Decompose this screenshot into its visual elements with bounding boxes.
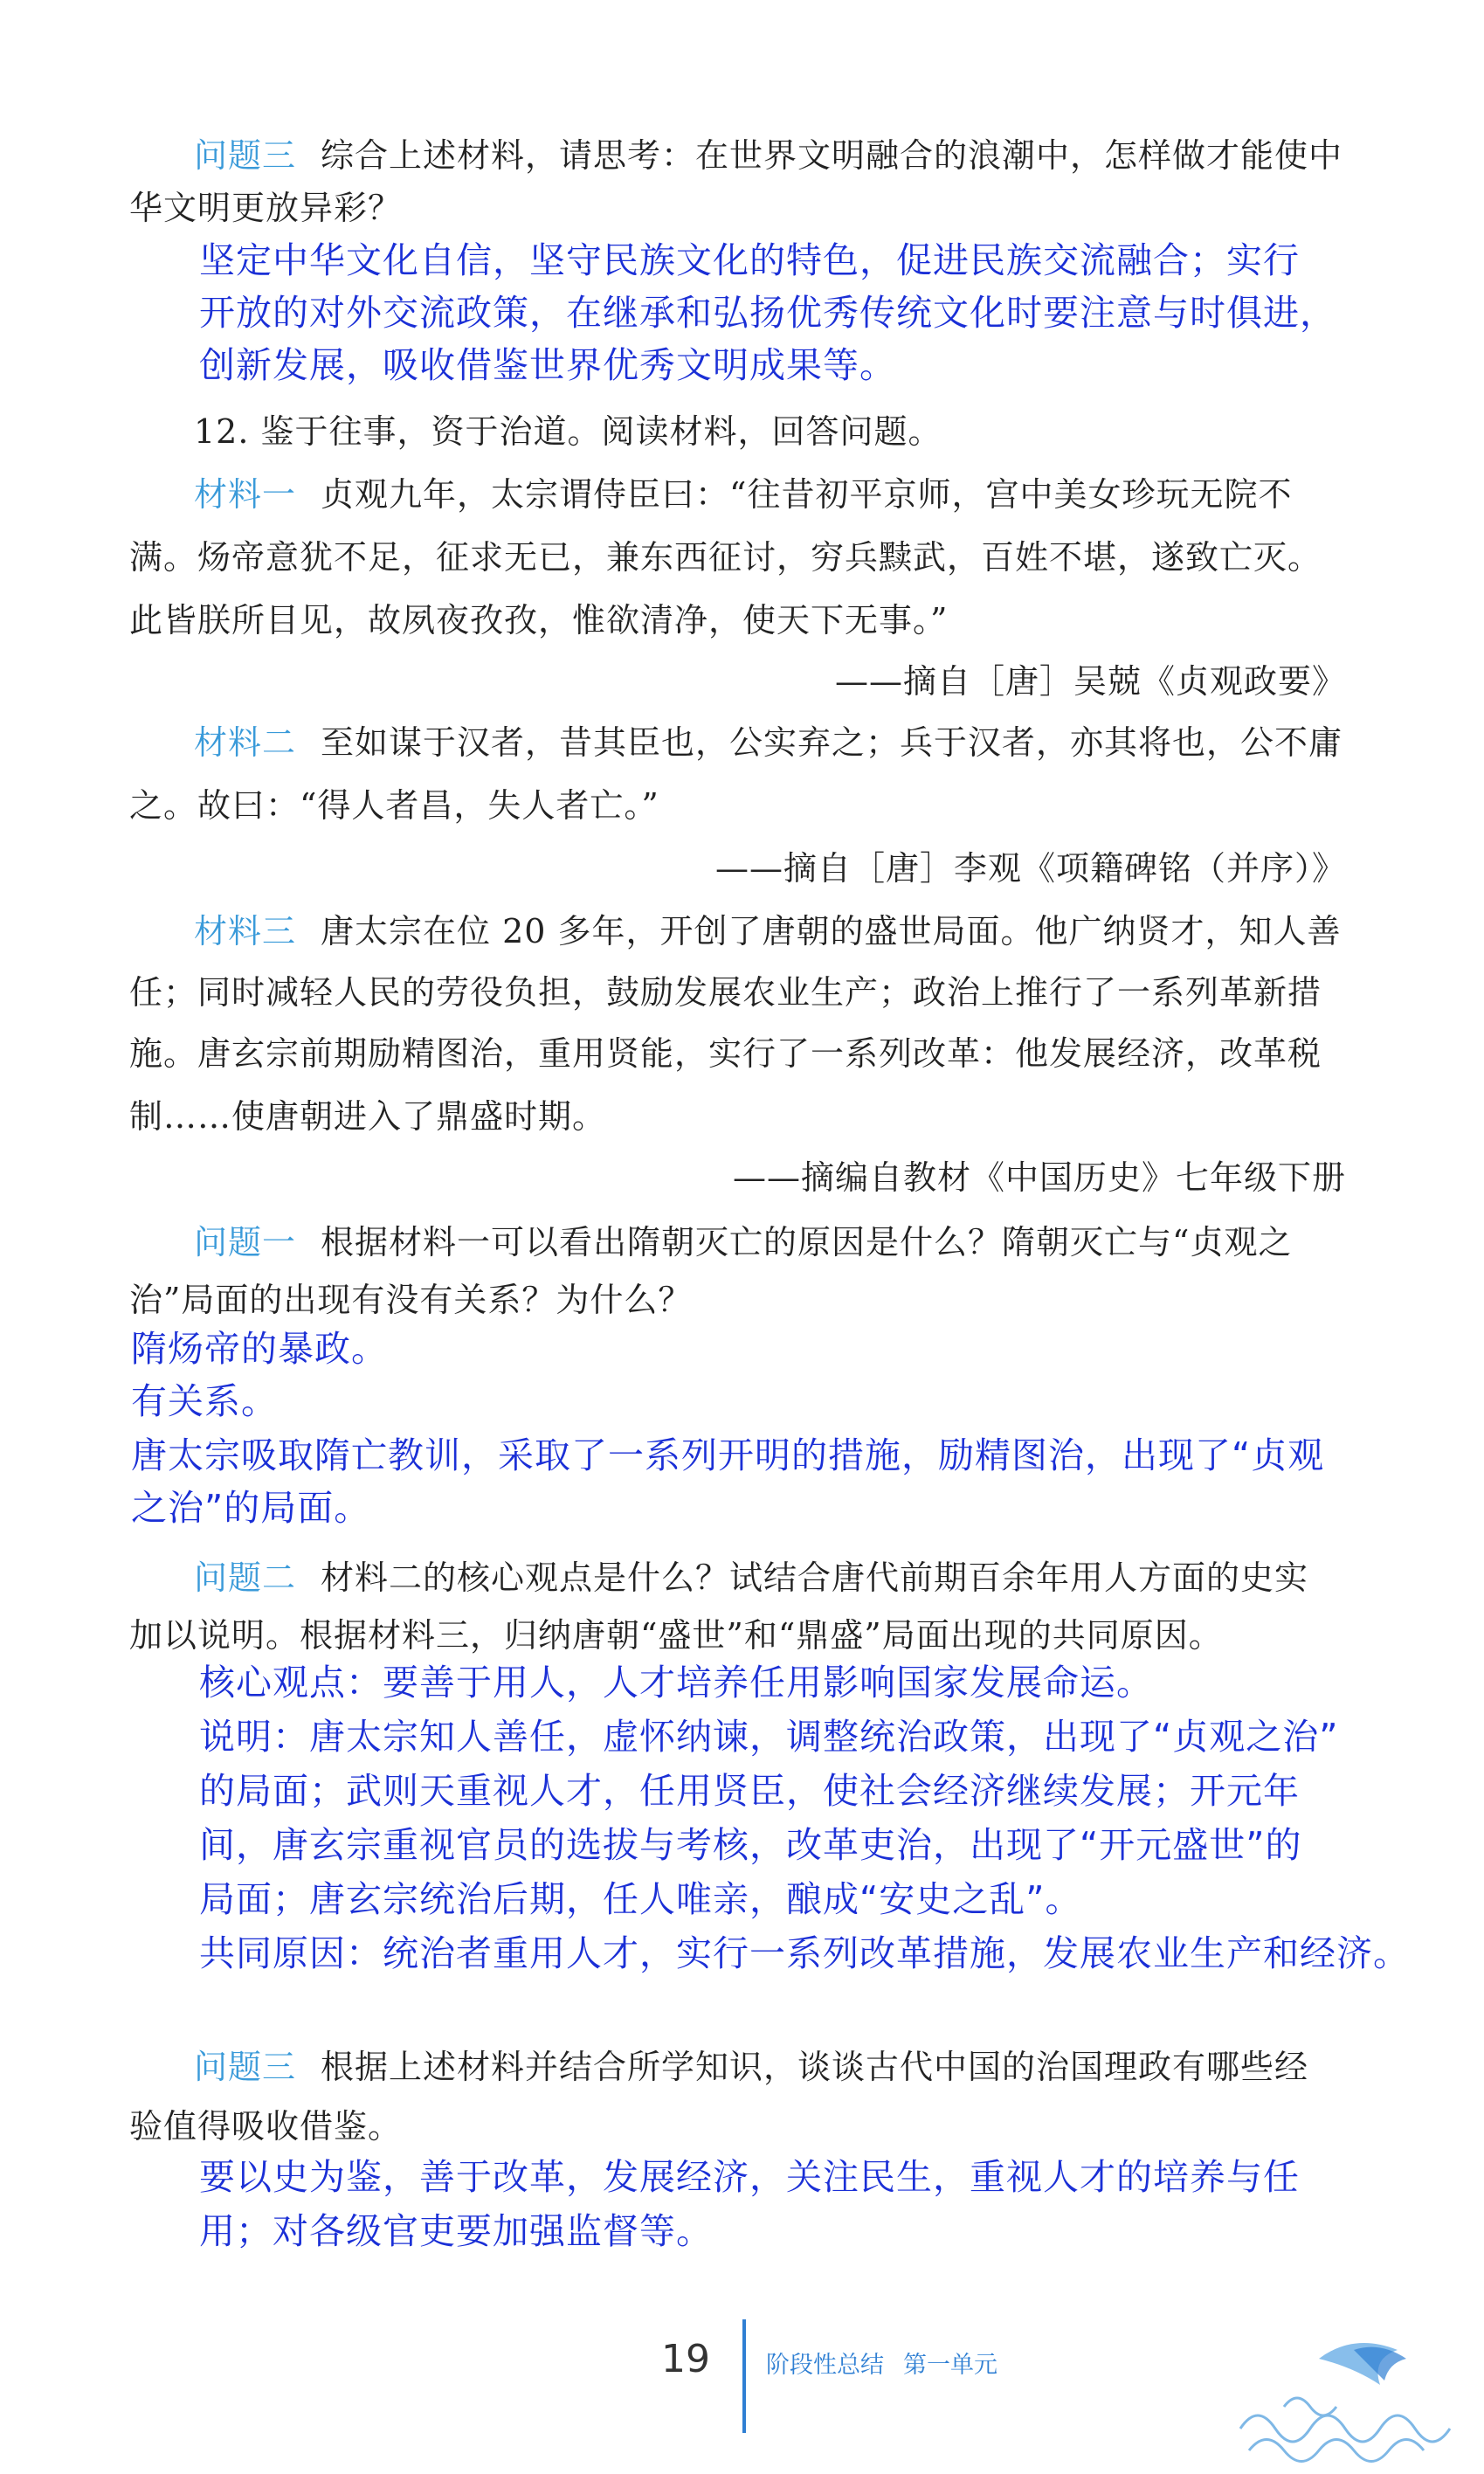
section-label: 阶段性总结 [766,2352,884,2379]
answer-line: 创新发展，吸收借鉴世界优秀文明成果等。 [199,344,896,386]
question-12-intro: 12. 鉴于往事，资于治道。阅读材料，回答问题。 [194,412,942,451]
question-line: 治”局面的出现有没有关系？为什么？ [129,1281,693,1319]
material-line: 制……使唐朝进入了鼎盛时期。 [129,1097,607,1136]
question-line: 验值得吸收借鉴。 [129,2107,403,2146]
material-line: 满。炀帝意犹不足，征求无已，兼东西征讨，穷兵黩武，百姓不堪，遂致亡灭。 [129,538,1322,577]
answer-line: 用；对各级官吏要加强监督等。 [199,2210,713,2252]
material-source: ——摘自［唐］李观《项籍碑铭（并序）》 [714,849,1346,888]
answer-line: 的局面；武则天重视人才，任用贤臣，使社会经济继续发展；开元年 [199,1770,1300,1812]
material-line: 施。唐玄宗前期励精图治，重用贤能，实行了一系列改革：他发展经济，改革税 [129,1034,1322,1073]
material-label: 材料二 [194,723,297,762]
answer-line: 之治”的局面。 [131,1487,371,1529]
answer-line: 有关系。 [131,1380,278,1422]
material-label: 材料三 [194,912,297,950]
answer-line: 局面；唐玄宗统治后期，任人唯亲，酿成“安史之乱”。 [199,1878,1082,1920]
material-3: 材料三 唐太宗在位 20 多年，开创了唐朝的盛世局面。他广纳贤才，知人善 [194,912,1342,950]
unit-label: 第一单元 [903,2352,997,2379]
question-line: 加以说明。根据材料三，归纳唐朝“盛世”和“鼎盛”局面出现的共同原因。 [129,1616,1223,1655]
answer-line: 唐太宗吸取隋亡教训，采取了一系列开明的措施，励精图治，出现了“贞观 [131,1434,1325,1476]
question-label: 问题一 [194,1223,297,1261]
wave-ornament-icon [1232,2324,1476,2464]
question-label: 问题三 [194,136,297,175]
question-label: 问题二 [194,1558,297,1597]
page-number: 19 [661,2337,710,2381]
material-source: ——摘自［唐］吴兢《贞观政要》 [834,662,1346,701]
answer-line: 隋炀帝的暴政。 [131,1328,388,1370]
question-3-prev: 问题三 综合上述材料，请思考：在世界文明融合的浪潮中，怎样做才能使中 [194,136,1343,175]
material-label: 材料一 [194,475,297,514]
material-1: 材料一 贞观九年，太宗谓侍臣曰：“往昔初平京师，宫中美女珍玩无院不 [194,475,1293,514]
answer-line: 间，唐玄宗重视官员的选拔与考核，改革吏治，出现了“开元盛世”的 [199,1824,1302,1866]
answer-line: 要以史为鉴，善于改革，发展经济，关注民生，重视人才的培养与任 [199,2156,1300,2198]
footer-section [766,2346,1017,2380]
question-3-prev-cont: 华文明更放异彩？ [129,189,403,227]
footer-divider [742,2319,746,2433]
material-2: 材料二 至如谋于汉者，昔其臣也，公实弃之；兵于汉者，亦其将也，公不庸 [194,723,1343,762]
question-1: 问题一 根据材料一可以看出隋朝灭亡的原因是什么？隋朝灭亡与“贞观之 [194,1223,1293,1261]
answer-line: 核心观点：要善于用人，人才培养任用影响国家发展命运。 [199,1662,1153,1703]
material-line: 此皆朕所目见，故夙夜孜孜，惟欲清净，使天下无事。” [129,601,949,639]
answer-line: 坚定中华文化自信，坚守民族文化的特色，促进民族交流融合；实行 [199,239,1300,281]
answer-line: 共同原因：统治者重用人才，实行一系列改革措施，发展农业生产和经济。 [199,1932,1410,1974]
question-2: 问题二 材料二的核心观点是什么？试结合唐代前期百余年用人方面的史实 [194,1558,1309,1597]
material-source: ——摘编自教材《中国历史》七年级下册 [732,1158,1346,1197]
question-label: 问题三 [194,2048,297,2086]
answer-line: 开放的对外交流政策，在继承和弘扬优秀传统文化时要注意与时俱进， [199,292,1336,334]
material-line: 任；同时减轻人民的劳役负担，鼓励发展农业生产；政治上推行了一系列革新措 [129,973,1322,1012]
answer-line: 说明：唐太宗知人善任，虚怀纳谏，调整统治政策，出现了“贞观之治” [199,1716,1339,1758]
question-3: 问题三 根据上述材料并结合所学知识，谈谈古代中国的治国理政有哪些经 [194,2048,1309,2086]
material-line: 之。故曰：“得人者昌，失人者亡。” [129,786,659,825]
